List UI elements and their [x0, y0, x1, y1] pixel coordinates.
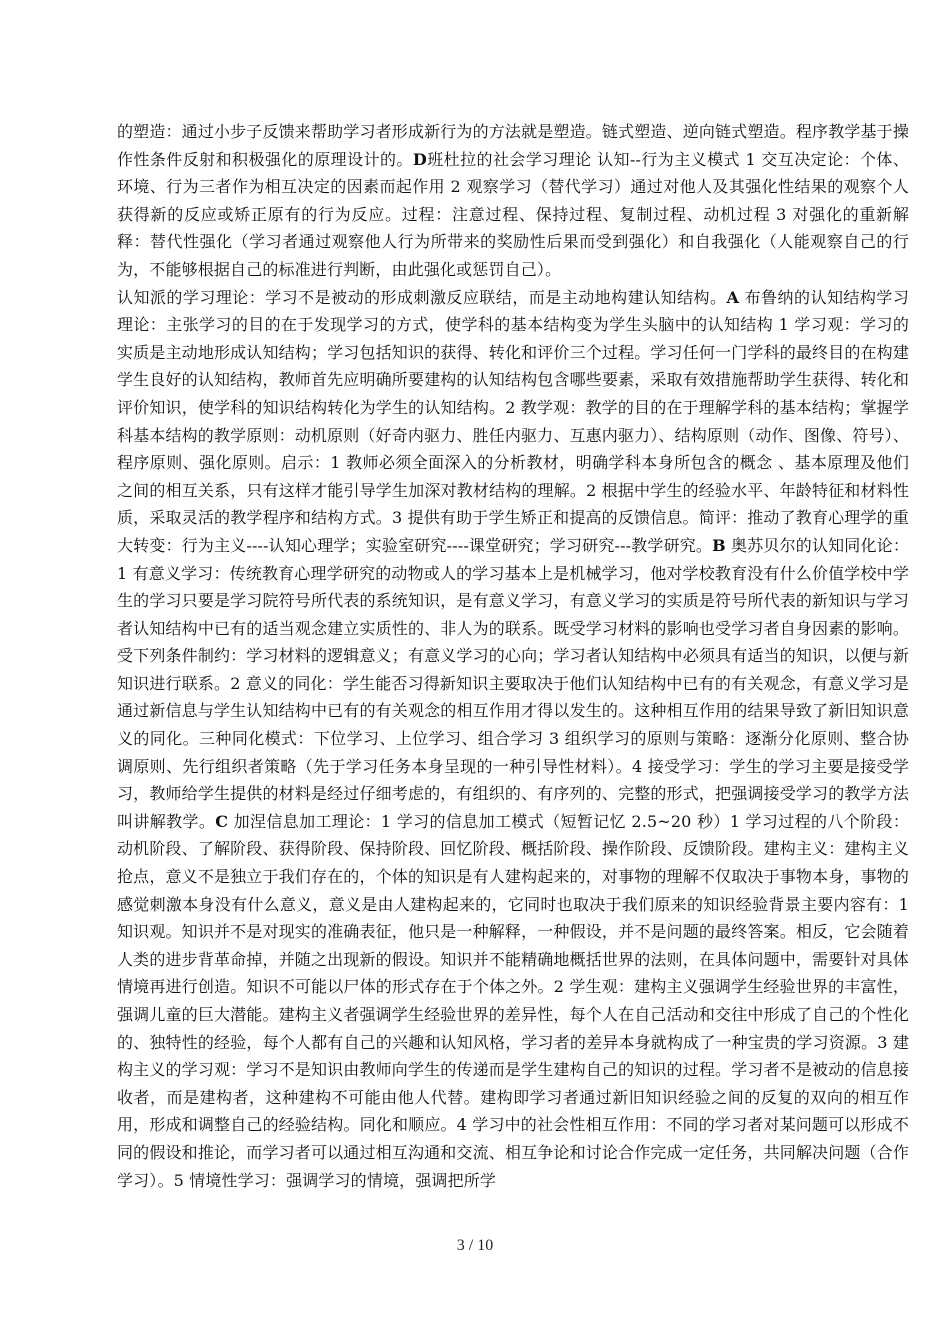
- segment: 的塑造：通过小步子反馈来帮助学习者形成新行为的方法就是塑造。链式塑造、逆向链式塑造。程序教学基于操作性条件反射和积极强化的原理设计的。: [117, 122, 909, 169]
- segment: 加涅信息加工理论：1 学习的信息加工模式（短暂记忆 2.5~20 秒）1 学习过程的八个阶段：动机阶段、了解阶段、获得阶段、保持阶段、回忆阶段、概括阶段、操作阶段、反馈阶段。建构主义：建构主义抢点，意义不是独立于我们存在的，个体的知识是有人建构起来的，对事物的理解不仅取决于事物本身，事物的感觉刺激本身没有什么意义，意义是由人建构起来的，它同时也取决于我们原来的知识经验背景主要内容有：1 知识观。知识并不是对现实的准确表征，他只是一种解释，一种假设，并不是问题的最终答案。相反，它会随着人类的进步背革命掉，并随之出现新的假设。知识并不能精确地概括世界的法则，在具体问题中，需要针对具体情境再进行创造。知识不可能以尸体的形式存在于个体之外。2 学生观：建构主义强调学生经验世界的丰富性，强调儿童的巨大潜能。建构主义者强调学生经验世界的差异性，每个人在自己活动和交往中形成了自己的个性化的、独特性的经验，每个人都有自己的兴趣和认知风格，学习者的差异本身就构成了一种宝贵的学习资源。3 建构主义的学习观：学习不是知识由教师向学生的传递而是学生建构自己的知识的过程。学习者不是被动的信息接收者，而是建构者，这种建构不可能由他人代替。建构即学习者通过新旧知识经验之间的反复的双向的相互作用，形成和调整自己的经验结构。同化和顺应。4 学习中的社会性相互作用：不同的学习者对某问题可以形成不同的假设和推论，而学习者可以通过相互沟通和交流、相互争论和讨论合作完成一定任务，共同解决问题（合作学习）。5 情境性学习：强调学习的情境，强调把所学: [117, 811, 909, 1190]
- body-text: [117, 118, 909, 1194]
- segment: 班杜拉的社会学习理论 认知--行为主义模式 1 交互决定论：个体、环境、行为三者作为相互决定的因素而起作用 2 观察学习（替代学习）通过对他人及其强化性结果的观察个人获得新的反应或矫正原有的行为反应。过程：注意过程、保持过程、复制过程、动机过程 3 对强化的重新解释：替代性强化（学习者通过观察他人行为所带来的奖励性后果而受到强化）和自我强化（人能观察自己的行为，不能够根据自己的标准进行判断，由此强化或惩罚自己）。: [117, 149, 910, 279]
- section-marker-b: B: [712, 535, 726, 555]
- segment: 布鲁纳的认知结构学习理论：主张学习的目的在于发现学习的方式，使学科的基本结构变为学生头脑中的认知结构 1 学习观：学习的实质是主动地形成认知结构；学习包括知识的获得、转化和评价三个过程。学习任何一门学科的最终目的在构建学生良好的认知结构，教师首先应明确所要建构的认知结构包含哪些要素，采取有效措施帮助学生获得、转化和评价知识，使学科的知识结构转化为学生的认知结构。2 教学观：教学的目的在于理解学科的基本结构；掌握学科基本结构的教学原则：动机原则（好奇内驱力、胜任内驱力、互惠内驱力）、结构原则（动作、图像、符号）、程序原则、强化原则。启示：1 教师必须全面深入的分析教材，明确学科本身所包含的概念 、基本原理及他们之间的相互关系，只有这样才能引导学生加深对教材结构的理解。2 根据中学生的经验水平、年龄特征和材料性质，采取灵活的教学程序和结构方式。3 提供有助于学生矫正和提高的反馈信息。简评：推动了教育心理学的重大转变：行为主义----认知心理学；实验室研究----课堂研究；学习研究---教学研究。: [117, 287, 909, 555]
- section-marker-d: D: [412, 149, 427, 169]
- paragraph-1: [117, 118, 909, 284]
- segment: 认知派的学习理论：学习不是被动的形成刺激反应联结，而是主动地构建认知结构。: [117, 287, 727, 307]
- section-marker-c: C: [215, 811, 229, 831]
- page-number: 3 / 10: [456, 1237, 494, 1254]
- section-marker-a: A: [726, 287, 740, 307]
- paragraph-2: [117, 284, 909, 1195]
- segment: 奥苏贝尔的认知同化论：1 有意义学习：传统教育心理学研究的动物或人的学习基本上是机械学习，他对学校教育没有什么价值学校中学生的学习只要是学习院符号所代表的系统知识，是有意义学习，有意义学习的实质是符号所代表的新知识与学习者认知结构中已有的适当观念建立实质性的、非人为的联系。既受学习材料的影响也受学习者自身因素的影响。受下列条件制约：学习材料的逻辑意义；有意义学习的心向；学习者认知结构中必须具有适当的知识，以便与新知识进行联系。2 意义的同化：学生能否习得新知识主要取决于他们认知结构中已有的有关观念，有意义学习是通过新信息与学生认知结构中已有的有关观念的相互作用才得以发生的。这种相互作用的结果导致了新旧知识意义的同化。三种同化模式：下位学习、上位学习、组合学习 3 组织学习的原则与策略：逐渐分化原则、整合协调原则、先行组织者策略（先于学习任务本身呈现的一种引导性材料）。4 接受学习：学生的学习主要是接受学习，教师给学生提供的材料是经过仔细考虑的，有组织的、有序列的、完整的形式，把强调接受学习的教学方法叫讲解教学。: [117, 535, 909, 831]
